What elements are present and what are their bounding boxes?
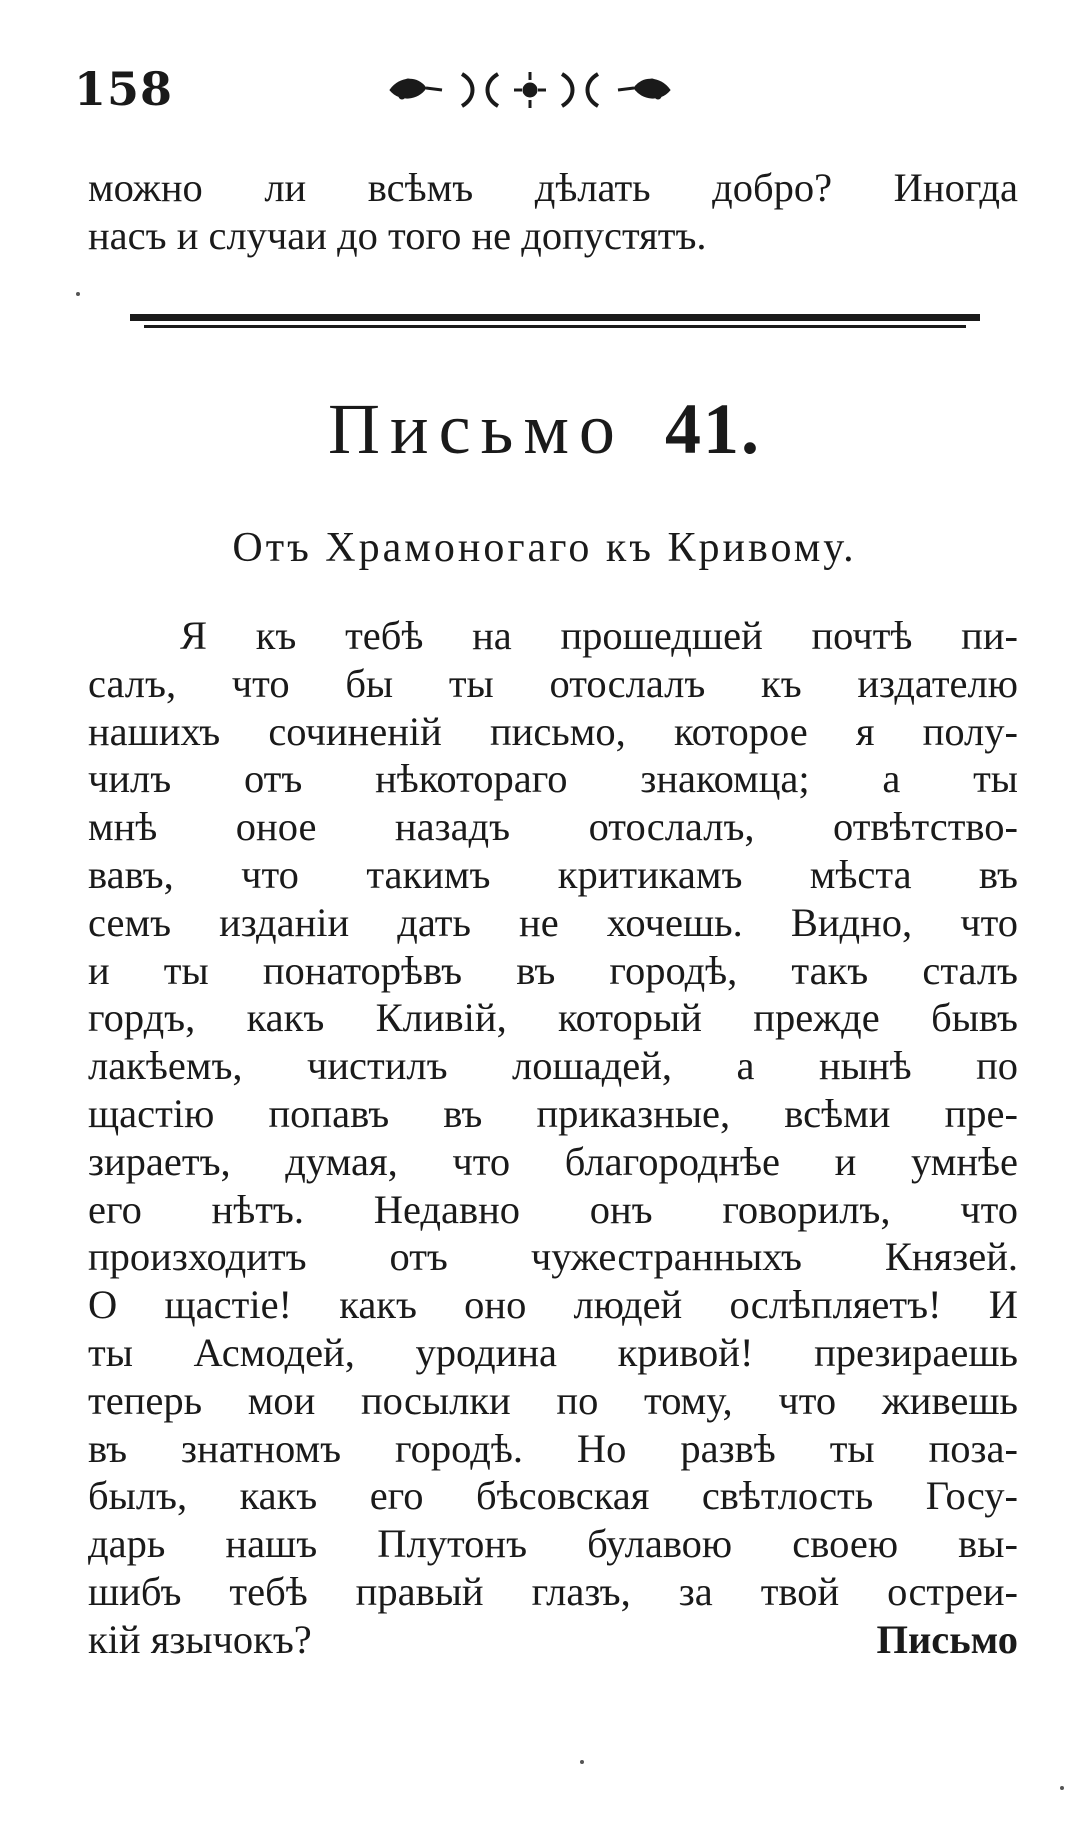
text-line: кiй язычокъ? bbox=[88, 1616, 312, 1662]
text-line: дарь нашъ Плутонъ булавою своею вы- bbox=[88, 1521, 1018, 1567]
page-number: 158 bbox=[74, 62, 174, 116]
letter-subtitle: Отъ Храмоногаго къ Кривому. bbox=[232, 525, 857, 571]
catchword: Письмо bbox=[876, 1616, 1018, 1662]
text-line: семъ изданiи дать не хочешь. Видно, что bbox=[88, 899, 1018, 945]
top-paragraph bbox=[88, 164, 1018, 260]
text-line: теперь мои посылки по тому, что живешь bbox=[88, 1377, 1018, 1423]
double-rule-icon bbox=[130, 314, 980, 332]
text-line: нашихъ сочиненiй письмо, которое я полу- bbox=[88, 708, 1018, 754]
last-line-row bbox=[88, 1616, 1018, 1664]
text-line: Я къ тебѣ на прошедшей почтѣ пи- bbox=[180, 613, 1018, 658]
text-line: произходитъ отъ чужестранныхъ Князей. bbox=[88, 1234, 1018, 1280]
text-line: его нѣтъ. Недавно онъ говорилъ, что bbox=[88, 1186, 1018, 1232]
text-line: О щастiе! какъ оно людей ослѣпляетъ! И bbox=[88, 1282, 1018, 1328]
letter-body bbox=[88, 612, 1018, 1664]
floral-ornament-icon bbox=[380, 66, 680, 114]
page-header bbox=[70, 62, 970, 122]
letter-title-number: 41. bbox=[664, 389, 761, 469]
text-line: щастiю попавъ въ приказные, всѣми пре- bbox=[88, 1090, 1018, 1136]
text-line: въ знатномъ городѣ. Но развѣ ты поза- bbox=[88, 1425, 1018, 1471]
text-line: чилъ отъ нѣкотораго знакомца; а ты bbox=[88, 756, 1018, 802]
text-line: можно ли всѣмъ дѣлать добро? Иногда bbox=[88, 165, 1018, 210]
text-line: зираетъ, думая, что благороднѣе и умнѣе bbox=[88, 1138, 1018, 1184]
letter-title bbox=[0, 388, 1089, 471]
text-line: салъ, что бы ты отослалъ къ издателю bbox=[88, 660, 1018, 706]
text-line: шибъ тебѣ правый глазъ, за твой остреи- bbox=[88, 1568, 1018, 1614]
text-line: лакѣемъ, чистилъ лошадей, а нынѣ по bbox=[88, 1043, 1018, 1089]
text-line: мнѣ оное назадъ отослалъ, отвѣтство- bbox=[88, 804, 1018, 850]
paper-speck bbox=[580, 1760, 584, 1764]
text-line: ты Асмодей, уродина кривой! презираешь bbox=[88, 1329, 1018, 1375]
letter-title-word: Письмо bbox=[328, 389, 625, 469]
text-line: вавъ, что такимъ критикамъ мѣста въ bbox=[88, 851, 1018, 897]
text-line: былъ, какъ его бѣсовская свѣтлость Госу- bbox=[88, 1473, 1018, 1519]
text-line: гордъ, какъ Кливiй, который прежде бывъ bbox=[88, 995, 1018, 1041]
text-line: насъ и случаи до того не допустятъ. bbox=[88, 212, 707, 258]
paper-speck bbox=[76, 292, 80, 296]
text-line: и ты понаторѣвъ въ городѣ, такъ сталъ bbox=[88, 947, 1018, 993]
paper-speck bbox=[1060, 1786, 1064, 1790]
